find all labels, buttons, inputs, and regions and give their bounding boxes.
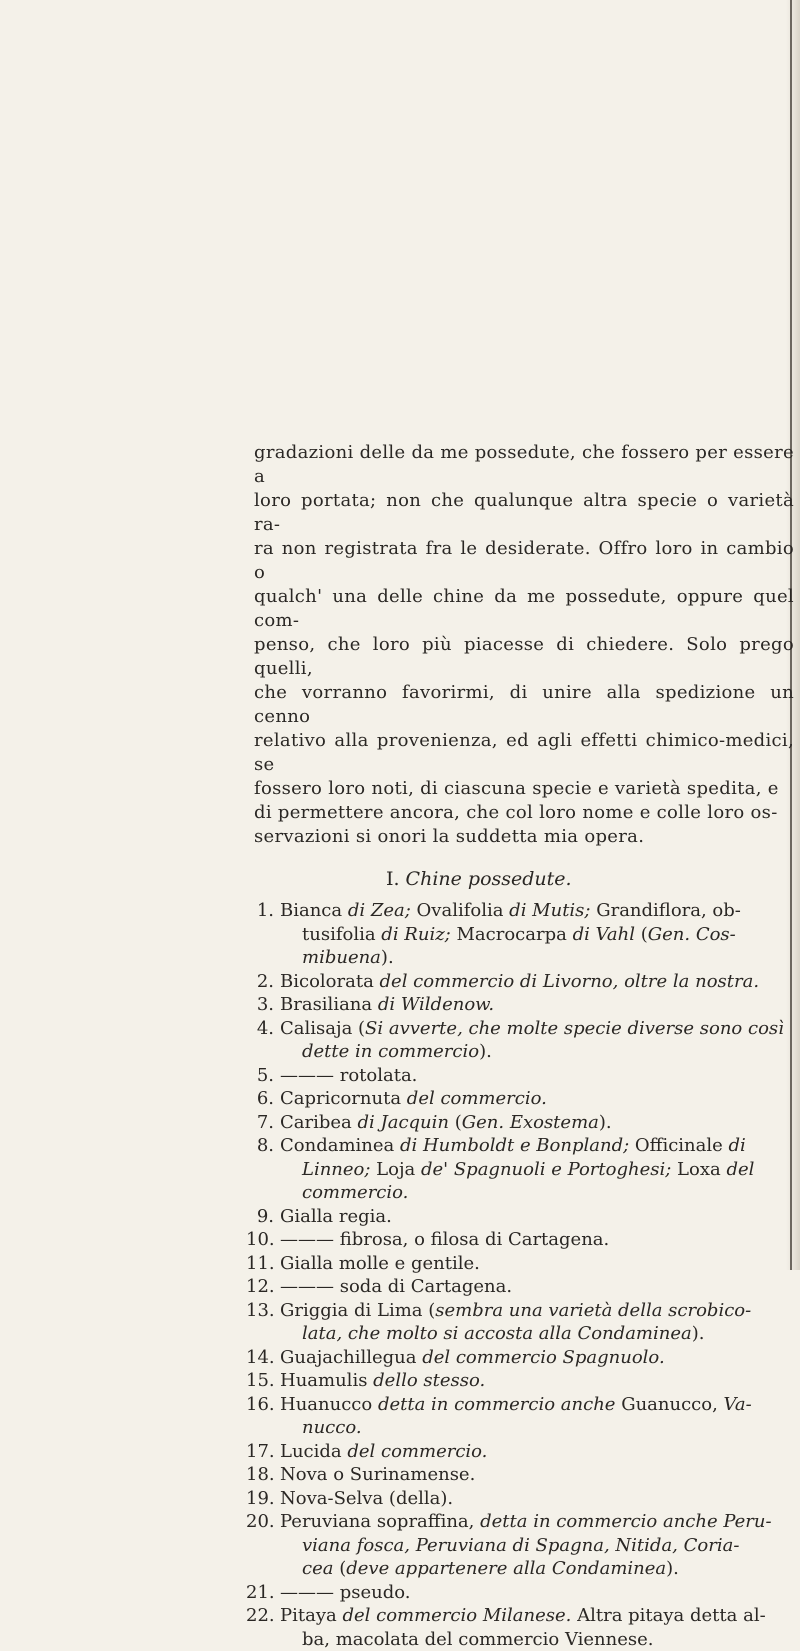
list-item xyxy=(254,1275,794,1299)
list-item xyxy=(254,1111,794,1135)
italic-text: del commercio. xyxy=(407,1088,547,1109)
intro-line: servazioni si onori la suddetta mia opera. xyxy=(254,825,794,849)
item-number: 7. xyxy=(246,1111,274,1135)
roman-text: Nova-Selva (della). xyxy=(280,1488,453,1509)
roman-text: ba, macolata del commercio Viennese. xyxy=(302,1629,654,1650)
roman-text: Capricornuta xyxy=(280,1088,407,1109)
roman-text: ——— soda di Cartagena. xyxy=(280,1276,512,1297)
intro-line: loro portata; non che qualunque altra specie o varietà ra- xyxy=(254,489,794,537)
list-item xyxy=(254,1252,794,1276)
item-text xyxy=(280,1088,547,1109)
item-number: 21. xyxy=(246,1581,274,1605)
roman-text: Condaminea xyxy=(280,1135,400,1156)
list-item xyxy=(254,1346,794,1370)
italic-text: di Humboldt e Bonpland; xyxy=(400,1135,629,1156)
item-continuation xyxy=(280,1534,794,1558)
roman-text: ). xyxy=(666,1558,679,1579)
list-item xyxy=(254,993,794,1017)
roman-text: ——— pseudo. xyxy=(280,1582,411,1603)
item-continuation xyxy=(280,1181,794,1205)
list-item xyxy=(254,1369,794,1393)
list-item xyxy=(254,1463,794,1487)
item-text xyxy=(280,1112,612,1133)
roman-text: Gialla molle e gentile. xyxy=(280,1253,480,1274)
list-item xyxy=(254,1510,794,1581)
chine-list xyxy=(254,899,794,1651)
italic-text: del xyxy=(726,1159,754,1180)
item-number: 16. xyxy=(246,1393,274,1417)
item-continuation xyxy=(280,923,794,947)
section-heading xyxy=(254,867,794,891)
item-number: 10. xyxy=(246,1228,274,1252)
roman-text: ( xyxy=(333,1558,346,1579)
list-item xyxy=(254,1205,794,1229)
roman-text: Bicolorata xyxy=(280,971,380,992)
list-item xyxy=(254,1299,794,1346)
item-text xyxy=(280,1582,411,1603)
item-number: 18. xyxy=(246,1463,274,1487)
item-number: 4. xyxy=(246,1017,274,1041)
item-number: 3. xyxy=(246,993,274,1017)
intro-line: ra non registrata fra le desiderate. Offro loro in cambio o xyxy=(254,537,794,585)
roman-text: ——— rotolata. xyxy=(280,1065,417,1086)
italic-text: lata, che molto si accosta alla Condaminea xyxy=(302,1323,692,1344)
italic-text: Va- xyxy=(724,1394,752,1415)
italic-text: detta in commercio anche Peru- xyxy=(480,1511,771,1532)
roman-text: Huanucco xyxy=(280,1394,378,1415)
roman-text: ). xyxy=(599,1112,612,1133)
intro-line: di permettere ancora, che col loro nome e colle loro os- xyxy=(254,801,794,825)
item-number: 14. xyxy=(246,1346,274,1370)
list-item xyxy=(254,899,794,970)
item-text xyxy=(280,1276,512,1297)
item-number: 17. xyxy=(246,1440,274,1464)
item-continuation xyxy=(280,1628,794,1651)
italic-text: del commercio Milanese. xyxy=(342,1605,571,1626)
list-item xyxy=(254,1228,794,1252)
intro-line: relativo alla provenienza, ed agli effetti chimico-medici, se xyxy=(254,729,794,777)
item-continuation xyxy=(280,1040,794,1064)
roman-text: Pitaya xyxy=(280,1605,342,1626)
italic-text: Linneo; xyxy=(302,1159,370,1180)
item-text xyxy=(280,971,759,992)
italic-text: di Ruiz; xyxy=(381,924,450,945)
roman-text: ). xyxy=(692,1323,705,1344)
item-number: 8. xyxy=(246,1134,274,1158)
item-continuation xyxy=(280,1557,794,1581)
italic-text: nucco. xyxy=(302,1417,362,1438)
italic-text: di xyxy=(729,1135,746,1156)
item-number: 6. xyxy=(246,1087,274,1111)
roman-text: Huamulis xyxy=(280,1370,373,1391)
page-content xyxy=(254,441,794,1651)
item-number: 20. xyxy=(246,1510,274,1534)
list-item xyxy=(254,1064,794,1088)
item-text xyxy=(280,1253,480,1274)
roman-text: ). xyxy=(381,947,394,968)
item-number: 19. xyxy=(246,1487,274,1511)
item-text xyxy=(280,1065,417,1086)
item-number: 1. xyxy=(246,899,274,923)
item-number: 2. xyxy=(246,970,274,994)
item-text xyxy=(280,994,494,1015)
roman-text: Guajachillegua xyxy=(280,1347,422,1368)
item-continuation xyxy=(280,1158,794,1182)
intro-line: qualch' una delle chine da me possedute, oppure quel com- xyxy=(254,585,794,633)
roman-text: ). xyxy=(479,1041,492,1062)
list-item xyxy=(254,1017,794,1064)
roman-text: Lucida xyxy=(280,1441,347,1462)
italic-text: del commercio. xyxy=(347,1441,487,1462)
list-item xyxy=(254,1440,794,1464)
item-text xyxy=(280,1347,665,1368)
italic-text: de' Spagnuoli e Portoghesi; xyxy=(421,1159,671,1180)
italic-text: sembra una varietà della scrobico- xyxy=(435,1300,751,1321)
italic-text: detta in commercio anche xyxy=(378,1394,616,1415)
list-item xyxy=(254,970,794,994)
list-item xyxy=(254,1393,794,1440)
item-text xyxy=(280,1441,487,1462)
roman-text: Guanucco, xyxy=(615,1394,723,1415)
roman-text: Loxa xyxy=(671,1159,726,1180)
item-text xyxy=(280,1464,475,1485)
item-text xyxy=(280,1511,772,1532)
intro-line: fossero loro noti, di ciascuna specie e varietà spedita, e xyxy=(254,777,794,801)
item-number: 13. xyxy=(246,1299,274,1323)
item-number: 15. xyxy=(246,1369,274,1393)
italic-text: mibuena xyxy=(302,947,381,968)
item-text xyxy=(280,900,741,921)
item-continuation xyxy=(280,1322,794,1346)
italic-text: del commercio Spagnuolo. xyxy=(422,1347,665,1368)
item-text xyxy=(280,1018,784,1039)
roman-text: Macrocarpa xyxy=(451,924,573,945)
roman-text: Loja xyxy=(370,1159,421,1180)
italic-text: commercio. xyxy=(302,1182,408,1203)
roman-text: Brasiliana xyxy=(280,994,378,1015)
item-text xyxy=(280,1394,752,1415)
item-number: 5. xyxy=(246,1064,274,1088)
italic-text: del commercio di Livorno, oltre la nostra. xyxy=(380,971,760,992)
list-item xyxy=(254,1134,794,1205)
item-text xyxy=(280,1206,392,1227)
list-item xyxy=(254,1581,794,1605)
item-continuation xyxy=(280,946,794,970)
roman-text: Nova o Surinamense. xyxy=(280,1464,475,1485)
item-text xyxy=(280,1135,746,1156)
item-text xyxy=(280,1229,609,1250)
roman-text: ——— fibrosa, o filosa di Cartagena. xyxy=(280,1229,609,1250)
list-item xyxy=(254,1087,794,1111)
roman-text: Griggia di Lima ( xyxy=(280,1300,435,1321)
italic-text: di Mutis; xyxy=(509,900,590,921)
roman-text: Altra pitaya detta al- xyxy=(571,1605,765,1626)
roman-text: ( xyxy=(449,1112,462,1133)
italic-text: di Vahl xyxy=(573,924,635,945)
italic-text: cea xyxy=(302,1558,333,1579)
roman-text: Peruviana sopraffina, xyxy=(280,1511,480,1532)
roman-text: Bianca xyxy=(280,900,348,921)
item-number: 9. xyxy=(246,1205,274,1229)
item-text xyxy=(280,1370,485,1391)
section-number: I. xyxy=(386,868,400,890)
roman-text: Calisaja ( xyxy=(280,1018,365,1039)
item-number: 22. xyxy=(246,1604,274,1628)
roman-text: Officinale xyxy=(629,1135,728,1156)
roman-text: Caribea xyxy=(280,1112,358,1133)
item-text xyxy=(280,1300,751,1321)
item-text xyxy=(280,1605,766,1626)
intro-line: che vorranno favorirmi, di unire alla spedizione un cenno xyxy=(254,681,794,729)
roman-text: tusifolia xyxy=(302,924,381,945)
italic-text: dello stesso. xyxy=(373,1370,485,1391)
italic-text: di Wildenow. xyxy=(378,994,494,1015)
intro-paragraph xyxy=(254,441,794,849)
roman-text: Grandiflora, ob- xyxy=(591,900,741,921)
section-title: Chine possedute. xyxy=(406,868,572,890)
roman-text: ( xyxy=(635,924,648,945)
item-text xyxy=(280,1488,453,1509)
item-number: 12. xyxy=(246,1275,274,1299)
italic-text: Gen. Cos- xyxy=(648,924,736,945)
italic-text: di Jacquin xyxy=(358,1112,450,1133)
roman-text: Ovalifolia xyxy=(411,900,509,921)
italic-text: deve appartenere alla Condaminea xyxy=(346,1558,666,1579)
italic-text: Si avverte, che molte specie diverse sono così xyxy=(365,1018,784,1039)
italic-text: viana fosca, Peruviana di Spagna, Nitida, Coria- xyxy=(302,1535,739,1556)
intro-line: penso, che loro più piacesse di chiedere. Solo prego quelli, xyxy=(254,633,794,681)
item-continuation xyxy=(280,1416,794,1440)
italic-text: dette in commercio xyxy=(302,1041,479,1062)
italic-text: Gen. Exostema xyxy=(462,1112,599,1133)
list-item xyxy=(254,1487,794,1511)
italic-text: di Zea; xyxy=(348,900,411,921)
roman-text: Gialla regia. xyxy=(280,1206,392,1227)
item-number: 11. xyxy=(246,1252,274,1276)
intro-line: gradazioni delle da me possedute, che fossero per essere a xyxy=(254,441,794,489)
list-item xyxy=(254,1604,794,1651)
